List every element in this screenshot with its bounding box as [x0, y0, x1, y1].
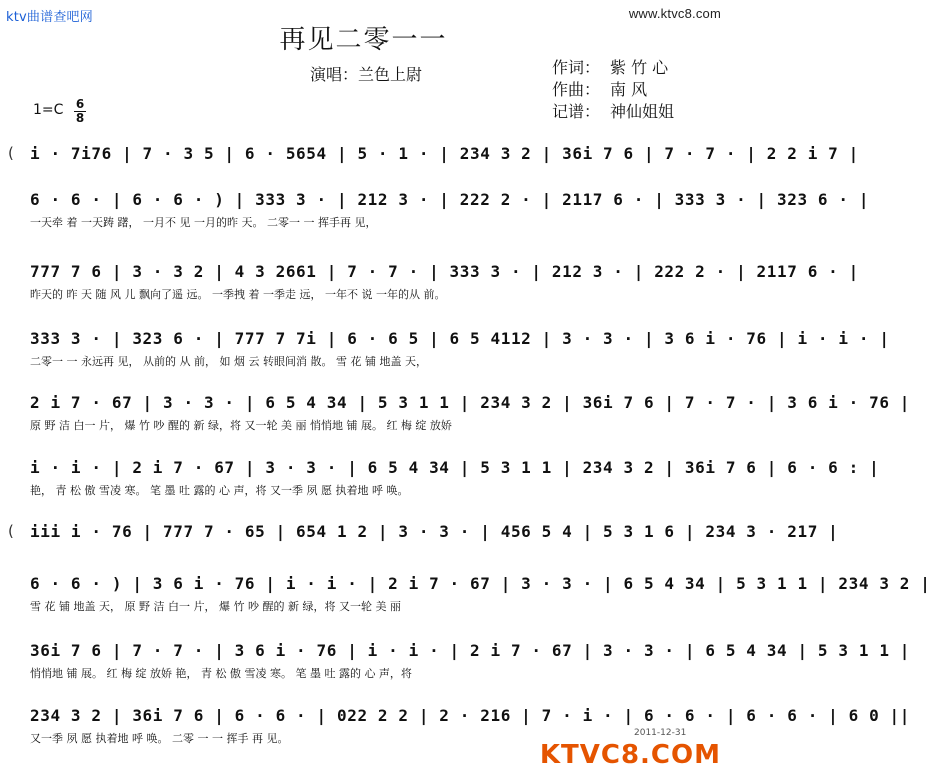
credits-block [552, 57, 674, 123]
lyricist-name: 紫 竹 心 [610, 58, 669, 77]
lyrics-line: 二零一 一 永远再 见， 从前的 从 前， 如 烟 云 转眼间消 散。 雪 花 铺 地盖 天， [30, 355, 427, 368]
composer-row [552, 79, 674, 101]
lyrics-line: 原 野 洁 白一 片， 爆 竹 吵 醒的 新 绿，将 又一轮 美 丽 悄悄地 铺 展。 红 梅 绽 放娇 [30, 419, 452, 432]
time-signature-bottom: 8 [75, 111, 85, 125]
notation-line: i · 7i76 | 7 · 3 5 | 6 · 5654 | 5 · 1 · | 234 3 2 | 36i 7 6 | 7 · 7 · | 2 2 i 7 | [30, 144, 859, 163]
time-signature-top: 6 [75, 97, 85, 111]
time-signature [74, 99, 86, 124]
singer-credit: 演唱：兰色上尉 [310, 65, 423, 84]
notation-line: 777 7 6 | 3 · 3 2 | 4 3 2661 | 7 · 7 · | 333 3 · | 212 3 · | 222 2 · | 2117 6 · | [30, 262, 859, 281]
date-stamp: 2011-12-31 [634, 728, 687, 738]
notation-line: 234 3 2 | 36i 7 6 | 6 · 6 · | 022 2 2 | 2 · 216 | 7 · i · | 6 · 6 · | 6 · 6 · | 6 0 || [30, 706, 911, 725]
composer-name: 南 风 [610, 80, 648, 99]
composer-label: 作曲： [552, 80, 601, 99]
system-prefix: ( [8, 522, 14, 540]
site-logo: KTVC8.COM [539, 740, 721, 770]
transcriber-row [552, 101, 674, 123]
lyrics-line: 雪 花 铺 地盖 天， 原 野 洁 白一 片， 爆 竹 吵 醒的 新 绿，将 又一轮 美 丽 [30, 600, 401, 613]
key-signature: 1=C [33, 102, 64, 118]
site-watermark-left: ktv曲谱查吧网 [6, 10, 93, 25]
lyrics-line: 又一季 夙 愿 执着地 呼 唤。 二零 一 一 挥手 再 见。 [30, 732, 289, 745]
lyrics-line: 悄悄地 铺 展。 红 梅 绽 放娇 艳， 青 松 傲 雪凌 寒。 笔 墨 吐 露的 心 声，将 [30, 667, 412, 680]
notation-line: i · i · | 2 i 7 · 67 | 3 · 3 · | 6 5 4 34 | 5 3 1 1 | 234 3 2 | 36i 7 6 | 6 · 6 : | [30, 458, 880, 477]
notation-line: 2 i 7 · 67 | 3 · 3 · | 6 5 4 34 | 5 3 1 1 | 234 3 2 | 36i 7 6 | 7 · 7 · | 3 6 i · 76 | [30, 393, 911, 412]
notation-line: 36i 7 6 | 7 · 7 · | 3 6 i · 76 | i · i · | 2 i 7 · 67 | 3 · 3 · | 6 5 4 34 | 5 3 1 1 | [30, 641, 911, 660]
lyrics-line: 一天牵 着 一天踌 躇， 一月不 见 一月的昨 天。 二零一 一 挥手再 见， [30, 216, 377, 229]
lyricist-row [552, 57, 674, 79]
song-title: 再见二零一一 [279, 25, 448, 55]
site-watermark-right: www.ktvc8.com [628, 6, 721, 21]
notation-line: 6 · 6 · ) | 3 6 i · 76 | i · i · | 2 i 7 · 67 | 3 · 3 · | 6 5 4 34 | 5 3 1 1 | 234 3 2 | [30, 574, 931, 593]
notation-line: 333 3 · | 323 6 · | 777 7 7i | 6 · 6 5 | 6 5 4112 | 3 · 3 · | 3 6 i · 76 | i · i · | [30, 329, 890, 348]
transcriber-label: 记谱： [552, 102, 601, 121]
system-prefix: ( [8, 144, 14, 162]
notation-line: iii i · 76 | 777 7 · 65 | 654 1 2 | 3 · 3 · | 456 5 4 | 5 3 1 6 | 234 3 · 217 | [30, 522, 839, 541]
notation-line: 6 · 6 · | 6 · 6 · ) | 333 3 · | 212 3 · | 222 2 · | 2117 6 · | 333 3 · | 323 6 · | [30, 190, 870, 209]
lyrics-line: 昨天的 昨 天 随 风 儿 飘向了遥 远。 一季拽 着 一季走 远， 一年不 说 一年的从 前。 [30, 288, 446, 301]
transcriber-name: 神仙姐姐 [610, 102, 675, 121]
lyrics-line: 艳， 青 松 傲 雪凌 寒。 笔 墨 吐 露的 心 声，将 又一季 夙 愿 执着地 呼 唤。 [30, 484, 409, 497]
lyricist-label: 作词： [552, 58, 601, 77]
